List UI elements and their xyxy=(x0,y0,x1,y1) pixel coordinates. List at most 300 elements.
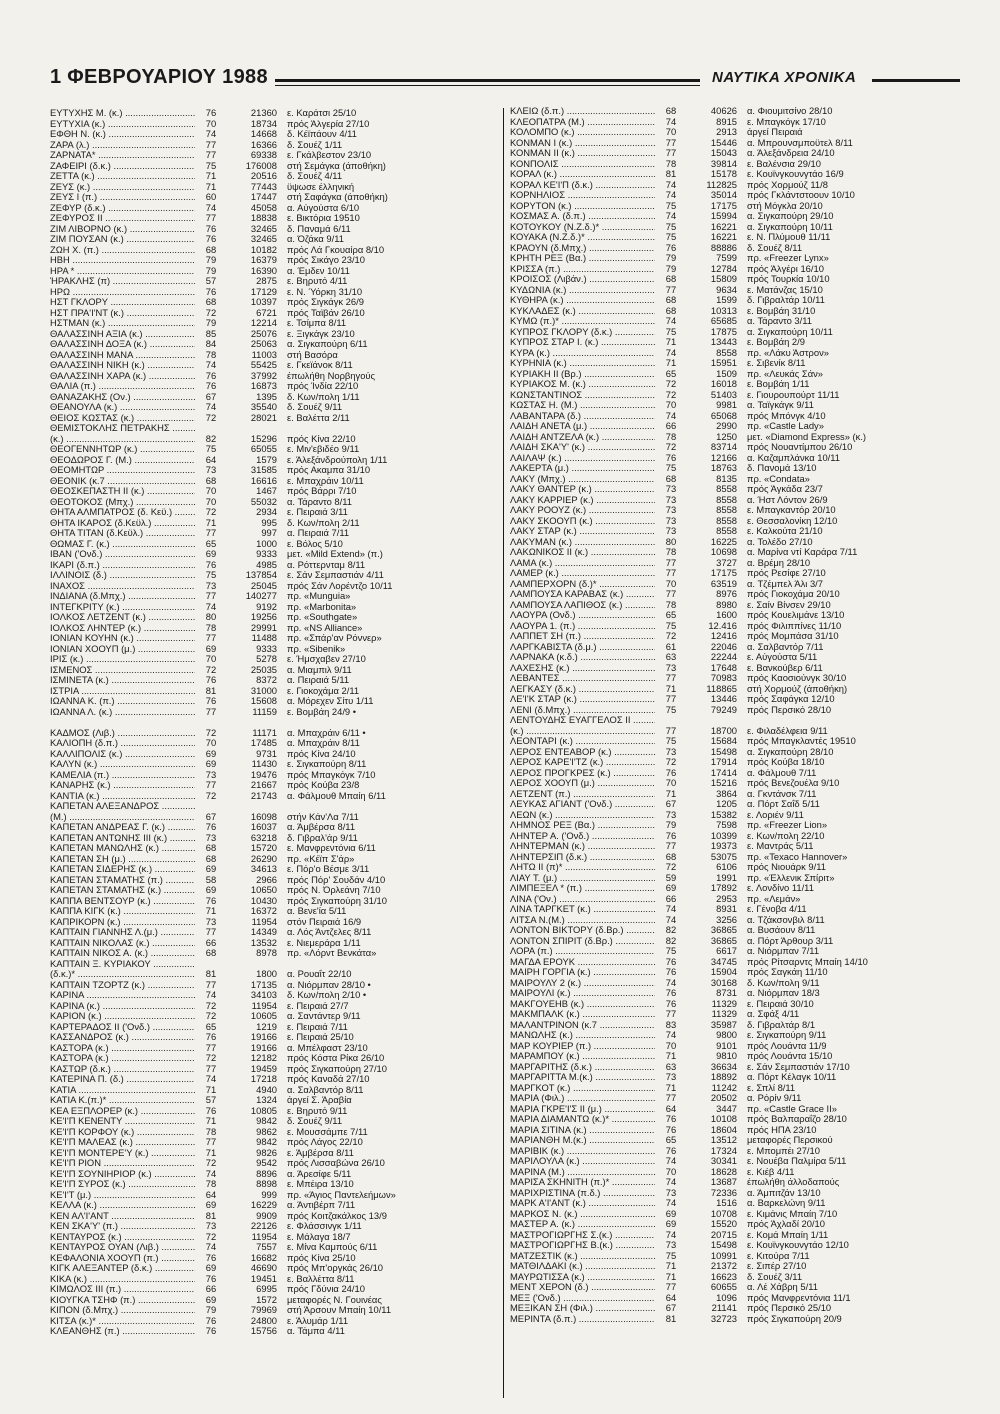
build-year: 68 xyxy=(205,296,217,307)
build-year: 73 xyxy=(205,464,217,475)
ship-row xyxy=(50,581,505,592)
position-note: δ. Σουέζ 8/11 xyxy=(747,242,803,253)
ship-name: ΚΑΠΤΑΙΝ ΝΙΚΟΛΑΣ (κ.) ..... xyxy=(50,938,195,949)
build-year: 75 xyxy=(665,220,677,232)
build-year: 68 xyxy=(665,850,677,862)
ship-name: ΜΑΡΙΑ (Φιλ.) ..... xyxy=(510,1093,655,1104)
position-note: στή Χορμούζ (άποθήκη) xyxy=(747,683,848,694)
ship-name: ΚΑΝΑΡΗΣ (κ.) ..... xyxy=(50,780,195,791)
position-note: πρός Τουρκία 10/10 xyxy=(747,274,830,284)
position-note: έπωλήθη άλλοδαπούς xyxy=(747,1177,840,1187)
ship-name: ΛΑΜΠΟΥΣΑ ΚΑΡΑΒΑΣ (κ.) ..... xyxy=(510,589,655,600)
build-year: 61 xyxy=(665,640,677,652)
header-rule-thin xyxy=(275,85,700,86)
ship-name: ΛΗΝΤΕΡΜΑΝ (κ.) ..... xyxy=(510,841,655,852)
tonnage: 15216 xyxy=(710,777,737,788)
tonnage: 118865 xyxy=(706,682,737,694)
ship-row xyxy=(50,1242,505,1253)
build-year: 70 xyxy=(665,577,677,589)
position-note: δ. Κων/πολη 1/11 xyxy=(287,391,360,402)
ship-name: ΜΑΥΡΩΤΙΣΣΑ (κ.) ..... xyxy=(510,1272,655,1283)
tonnage: 36865 xyxy=(710,924,737,935)
build-year: 72 xyxy=(205,1052,217,1063)
tonnage: 7557 xyxy=(256,1241,277,1252)
position-note: πρ. «Texaco Hannover» xyxy=(747,851,848,862)
build-year: 77 xyxy=(665,147,677,158)
ship-row xyxy=(50,686,505,697)
ship-row xyxy=(50,1169,505,1180)
build-year: 68 xyxy=(665,304,677,316)
ship-name: ΚΕΛΛΑ (κ.) ..... xyxy=(50,1200,195,1211)
ship-name: ΛΑΒΑΝΤΑΡΑ (δ.) ..... xyxy=(510,411,655,422)
tonnage: 10399 xyxy=(710,829,737,841)
ship-row xyxy=(50,161,505,172)
tonnage: 65685 xyxy=(710,315,737,326)
ship-name: ΘΕΜΙΣΤΟΚΛΗΣ ΠΕΤΡΑΚΗΣ ..... xyxy=(50,423,195,434)
ship-row xyxy=(510,600,965,611)
build-year: 74 xyxy=(665,1155,677,1166)
build-year: 77 xyxy=(205,779,217,790)
position-note: α. Τζάκσονβιλ 8/11 xyxy=(747,914,825,925)
ship-name: ΘΕΟΜΗΤΩΡ ..... xyxy=(50,465,195,476)
ship-row xyxy=(50,339,505,350)
position-note: πρός Μομπάσα 31/10 xyxy=(747,631,839,641)
ship-row xyxy=(50,612,505,623)
tonnage: 9333 xyxy=(256,548,277,559)
position-note: στή Σαφάγκα (άποθήκη) xyxy=(287,192,388,202)
ship-row xyxy=(50,1326,505,1337)
tonnage: 79249 xyxy=(710,703,737,715)
ship-row xyxy=(510,915,965,926)
tonnage: 1096 xyxy=(716,1291,737,1303)
position-note: πρός Κόστα Ρίκα 26/10 xyxy=(287,1053,385,1063)
tonnage: 8896 xyxy=(256,1167,277,1179)
tonnage: 25063 xyxy=(250,338,277,349)
ship-name: ΛΟΝΤΟΝ ΒΙΚΤΟΡΥ (δ.Βρ.) ..... xyxy=(510,925,655,936)
ship-name: ΚΑΡΙΝΑ (κ.) ..... xyxy=(50,1001,195,1012)
ship-name: ΚΥΚΛΑΔΕΣ (κ.) ..... xyxy=(510,306,655,317)
position-note: ε. Μπαχράιν 10/11 xyxy=(287,475,364,486)
ship-name: ΜΑΡΙΑ ΣΙΤΙΝΑ (κ.) ..... xyxy=(510,1125,655,1136)
tonnage: 31585 xyxy=(250,464,277,475)
ship-name: ΛΑΙΔΗ ΑΝΕΤΑ (μ.) ..... xyxy=(510,421,655,432)
tonnage: 1991 xyxy=(716,871,737,883)
tonnage: 51403 xyxy=(710,388,737,400)
ship-name: ΛΕΝΤΟΥΔΗΣ ΕΥΑΓΓΕΛΟΣ ΙΙ ..... xyxy=(510,715,655,726)
build-year: 79 xyxy=(665,262,677,274)
tonnage: 19256 xyxy=(250,611,277,622)
ship-row xyxy=(50,308,505,319)
ship-row xyxy=(50,1305,505,1316)
position-note: πρός Σαφάγκα 12/10 xyxy=(747,694,835,704)
ship-row xyxy=(50,192,505,203)
ship-name: (κ.) ..... xyxy=(50,434,195,445)
position-note: πρ. «Freezer Lion» xyxy=(747,820,828,830)
ship-name: ΛΑΙΔΗ ΑΝΤΖΕΛΑ (κ.) ..... xyxy=(510,432,655,443)
position-note: ε. Βόλος 5/10 xyxy=(287,538,343,549)
position-note: α. Σαλβαντόρ 8/11 xyxy=(287,1084,364,1095)
ship-name: ΖΩΗ Χ. (π.) ..... xyxy=(50,245,195,256)
ship-row xyxy=(510,589,965,600)
build-year: 76 xyxy=(205,1325,217,1336)
ship-name: ΚΕ'Ι'Π ΜΑΛΕΑΣ (κ.) ..... xyxy=(50,1137,195,1148)
tonnage: 995 xyxy=(261,516,277,528)
ship-name: ΚΕ'Ι'Π ΡΙΟΝ ..... xyxy=(50,1158,195,1169)
position-note: πρός Λουάντα 11/9 xyxy=(747,1040,827,1051)
position-note: πρός Ρίτσαρντς Μπαίη 14/10 xyxy=(747,956,868,967)
tonnage: 18734 xyxy=(250,117,277,129)
position-note: πρός Ίνδία 22/10 xyxy=(287,381,359,391)
position-note: πρ. «Marbonita» xyxy=(287,601,357,612)
tonnage: 11954 xyxy=(251,915,277,927)
ship-name: ΜΕΞ ('Ονδ.) ..... xyxy=(510,1293,655,1304)
build-year: 72 xyxy=(665,630,677,641)
ship-row xyxy=(510,610,965,621)
ship-row xyxy=(510,558,965,569)
build-year: 75 xyxy=(665,325,677,337)
ship-name: ΖΕΥΣ Ι (π.) ..... xyxy=(50,192,195,203)
ship-row xyxy=(50,1053,505,1064)
tonnage: 1572 xyxy=(256,1293,277,1305)
build-year: 67 xyxy=(665,1302,677,1313)
position-note: πρ. «Sibenik» xyxy=(287,643,346,654)
ship-row xyxy=(50,759,505,770)
ship-name: ΚΑΡΙΝΑ ..... xyxy=(50,990,195,1001)
ship-row xyxy=(510,820,965,831)
position-note: ε. Καράτσι 25/10 xyxy=(287,108,357,118)
ship-row xyxy=(50,938,505,949)
ship-row xyxy=(510,379,965,390)
position-note: ε. Μαντράς 5/11 xyxy=(747,841,814,851)
ship-row xyxy=(510,1156,965,1167)
tonnage: 34745 xyxy=(710,955,737,967)
ship-name: ΚΟΝΜΑΝ ΙΙ (κ.) ..... xyxy=(510,148,655,159)
ship-name: ΚΑΠΕΤΑΝ ΣΗ (μ.) ..... xyxy=(50,854,195,865)
position-note: πρός Καναδά 27/10 xyxy=(287,1074,370,1084)
build-year: 72 xyxy=(205,663,217,675)
ship-row xyxy=(50,1284,505,1295)
build-year: 69 xyxy=(205,642,217,654)
ship-row xyxy=(510,547,965,558)
build-year: 76 xyxy=(665,955,677,967)
build-year: 64 xyxy=(665,1102,677,1114)
position-note: δ. Γιβραλτάρ 10/11 xyxy=(747,295,825,305)
tonnage: 15951 xyxy=(710,357,737,368)
ship-name: ΜΑΣΤΡΟΓΙΩΡΓΗΣ Β.(κ.) ..... xyxy=(510,1240,655,1251)
position-note: α. Μιαμπιλ 9/11 xyxy=(287,664,352,675)
tonnage: 2934 xyxy=(256,506,277,517)
ship-row xyxy=(50,959,505,970)
build-year: 77 xyxy=(665,1008,677,1019)
build-year: 72 xyxy=(665,378,677,389)
build-year: 69 xyxy=(665,1207,677,1219)
ship-name: ΜΑΡΙΧΡΙΣΤΙΝΑ (π.δ.) ..... xyxy=(510,1188,655,1199)
position-note: πρός Νουαντίμπου 26/10 xyxy=(747,442,853,452)
ship-row xyxy=(510,1219,965,1230)
tonnage: 15608 xyxy=(250,695,277,706)
tonnage: 1000 xyxy=(256,537,277,549)
build-year: 82 xyxy=(665,934,677,946)
ship-name: ΛΑΚΩΝΙΚΟΣ ΙΙ (κ.) ..... xyxy=(510,547,655,558)
position-note: ε. Βηρυτό 4/11 xyxy=(287,276,348,286)
ship-name: ΛΑΟΥΡΑ 1. (π.) ..... xyxy=(510,621,655,632)
position-note: α. Άμβέρσα 8/11 xyxy=(287,822,356,832)
ship-name: ΙΟΝΙΑΝ ΧΟΟΥΠ (μ.) ..... xyxy=(50,644,195,655)
position-note: πρ. «Λόρντ Βενκάτα» xyxy=(287,948,377,958)
tonnage: 35540 xyxy=(250,401,277,412)
ship-name: ΛΑΚΥ ΡΟΟΥΖ (κ.) ..... xyxy=(510,505,655,516)
position-note: α. Μαρίνα ντί Καράρα 7/11 xyxy=(747,547,858,557)
ship-row xyxy=(50,1190,505,1201)
tonnage: 13687 xyxy=(710,1176,737,1187)
position-note: ε. Κουϊνγκουνγτάο 12/10 xyxy=(747,1240,849,1250)
build-year: 69 xyxy=(205,884,217,895)
build-year: 69 xyxy=(665,882,677,893)
tonnage: 79969 xyxy=(250,1304,277,1315)
ship-row xyxy=(510,369,965,380)
position-note: α. Άρεσίφε 5/11 xyxy=(287,1168,352,1179)
build-year: 71 xyxy=(205,1146,217,1158)
build-year: 63 xyxy=(665,651,677,662)
build-year: 77 xyxy=(205,149,217,160)
position-note: πρός Άχλαδί 20/10 xyxy=(747,1219,825,1229)
ship-row xyxy=(50,969,505,980)
tonnage: 60655 xyxy=(710,1281,737,1292)
ship-name: ΜΑΣΤΕΡ Α. (κ.) ..... xyxy=(510,1219,655,1230)
tonnage: 1467 xyxy=(256,485,277,496)
tonnage: 1509 xyxy=(716,367,737,379)
ship-row xyxy=(50,1179,505,1190)
ship-name: ΛΑΜΠΟΥΣΑ ΛΑΠΙΘΟΣ (κ.) ..... xyxy=(510,600,655,611)
ship-name: ΜΑΡΙΑΝΘΗ Μ.(κ.) ..... xyxy=(510,1135,655,1146)
position-note: πρ. «Κέϊπ Σ'άρ» xyxy=(287,853,355,864)
position-note: α. Φιουμιτσίνο 28/10 xyxy=(747,106,833,116)
ship-row xyxy=(50,1095,505,1106)
tonnage: 10430 xyxy=(250,894,277,906)
ship-row xyxy=(510,726,965,737)
ship-name: ΚΑΠΕΤΑΝ ΣΤΑΜΑΤΗΣ (κ.) ..... xyxy=(50,885,195,896)
build-year: 76 xyxy=(205,821,217,832)
tonnage: 8976 xyxy=(716,588,737,599)
ship-row xyxy=(510,568,965,579)
tonnage: 9800 xyxy=(716,1029,737,1040)
ship-name: ΜΑΝΩΛΗΣ (κ.) ..... xyxy=(510,1030,655,1041)
ship-row xyxy=(510,106,965,117)
ship-name: ΛΕΩΝ (κ.) ..... xyxy=(510,810,655,821)
ship-row xyxy=(510,988,965,999)
build-year: 77 xyxy=(665,136,677,148)
tonnage: 55032 xyxy=(250,495,277,507)
tonnage: 10650 xyxy=(250,884,277,895)
ship-name: ΚΕΝΤΑΥΡΟΣ (κ.) ..... xyxy=(50,1232,195,1243)
tonnage: 35987 xyxy=(710,1018,737,1030)
build-year: 73 xyxy=(665,808,677,820)
build-year: 71 xyxy=(665,682,677,694)
tonnage: 28021 xyxy=(250,411,277,423)
tonnage: 65068 xyxy=(710,409,737,421)
build-year: 77 xyxy=(665,283,677,295)
position-note: α. Τάραντο 3/11 xyxy=(747,316,812,326)
tonnage: 9842 xyxy=(256,1115,277,1126)
tonnage: 8978 xyxy=(256,947,277,958)
position-note: πρός Λάγος 22/10 xyxy=(287,1137,363,1147)
ship-name: ΜΕΡΙΝΤΑ (δ.π.) ..... xyxy=(510,1314,655,1325)
position-note: πρός Κούβα 18/10 xyxy=(747,757,825,767)
position-note: ε. Κιέβ 4/11 xyxy=(747,1166,795,1177)
ship-row xyxy=(510,201,965,212)
ship-row xyxy=(510,1083,965,1094)
tonnage: 17447 xyxy=(250,191,277,202)
position-note: ε. Σιγκαπούρη 8/11 xyxy=(287,759,367,769)
tonnage: 16390 xyxy=(250,264,277,276)
build-year: 73 xyxy=(665,483,677,494)
tonnage: 34613 xyxy=(250,863,277,874)
build-year: 74 xyxy=(665,903,677,914)
build-year: 68 xyxy=(205,474,217,486)
position-note: πρός Μπ'οργκάς 26/10 xyxy=(287,1263,384,1273)
build-year: 75 xyxy=(665,1249,677,1261)
build-year: 72 xyxy=(205,999,217,1011)
ship-name: ΘΕΟΣΚΕΠΑΣΤΗ ΙΙ (κ.) ..... xyxy=(50,486,195,497)
position-note: πρός ΗΠΑ 23/10 xyxy=(747,1124,817,1135)
ship-name: ΚΕ'Ι'Π ΣΥΡΟΣ (κ.) ..... xyxy=(50,1179,195,1190)
build-year: 71 xyxy=(665,1081,677,1093)
position-note: α. Τζέμπελ Άλι 3/7 xyxy=(747,578,823,589)
ship-row xyxy=(50,560,505,571)
ship-row xyxy=(50,1032,505,1043)
position-note: δ. Σουέζ 9/11 xyxy=(287,1116,343,1126)
tonnage: 24800 xyxy=(250,1314,277,1326)
ship-name: ΚΙΜΩΛΟΣ ΙΙΙ (π.) ..... xyxy=(50,1284,195,1295)
ship-name: ΘΕΑΝΟΥΛΑ (κ.) ..... xyxy=(50,402,195,413)
position-note: α. Πειραιά 7/11 xyxy=(287,528,350,538)
position-note: στήν Κάν'Λα 7/11 xyxy=(287,811,359,822)
build-year: 70 xyxy=(665,399,677,410)
ship-row xyxy=(50,1043,505,1054)
ship-row xyxy=(510,1177,965,1188)
tonnage: 6617 xyxy=(716,945,737,956)
position-note: α. Μπαχράιν 8/11 xyxy=(287,738,360,748)
build-year: 73 xyxy=(665,1186,677,1198)
tonnage: 7598 xyxy=(716,819,737,830)
build-year: 60 xyxy=(205,191,217,202)
build-year: 74 xyxy=(665,315,677,326)
build-year: 77 xyxy=(665,1092,677,1103)
position-note: α. Νιόρμπαν 28/10 • xyxy=(287,979,371,990)
build-year: 66 xyxy=(665,420,677,431)
tonnage: 16372 xyxy=(250,905,277,916)
ship-name: ΛΑΙΛΑΨ (κ.) ..... xyxy=(510,453,655,464)
tonnage: 17648 xyxy=(710,661,737,673)
ship-name: ΕΥΤΥΧΗΣ Μ. (κ.) ..... xyxy=(50,108,195,119)
ship-row xyxy=(50,917,505,928)
position-note: ε. Ήμσχαβεν 27/10 xyxy=(287,654,366,664)
position-note: μεταφορές Περσικού xyxy=(747,1135,833,1145)
ship-name: ΜΑΡΙΒΙΚ (κ.) ..... xyxy=(510,1146,655,1157)
build-year: 80 xyxy=(665,535,677,547)
ship-row xyxy=(510,978,965,989)
ship-name: ΙΟΛΚΟΣ ΛΕΤΖΕΝΤ (κ.) ..... xyxy=(50,612,195,623)
build-year: 71 xyxy=(665,1050,677,1061)
tonnage: 16221 xyxy=(710,220,737,232)
build-year: 75 xyxy=(665,619,677,631)
ship-name: ΗΣΤΜΑΝ (κ.) ..... xyxy=(50,318,195,329)
ship-name: ΚΑΡΙΟΝ (κ.) ..... xyxy=(50,1011,195,1022)
tonnage: 13446 xyxy=(710,693,737,704)
build-year: 66 xyxy=(205,936,217,948)
ship-name: ΛΑΚΥ ΘΑΝΤΕΡ (κ.) ..... xyxy=(510,484,655,495)
ship-name: ΜΑΤΘΙΛΔΑΚΙ (κ.) ..... xyxy=(510,1261,655,1272)
position-note: α. Πόρτ Σαΐδ 5/11 xyxy=(747,799,820,809)
tonnage: 3447 xyxy=(716,1102,737,1114)
position-note: ε. Μίνα Καμπούς 6/11 xyxy=(287,1242,378,1252)
ship-name: ΚΡΗΤΗ ΡΕΞ (Βα.) ..... xyxy=(510,253,655,264)
position-note: πρός Μπαγκόγκ 7/10 xyxy=(287,769,376,780)
build-year: 68 xyxy=(665,105,677,116)
ship-name: ΚΟΡΑΛ (κ.) ..... xyxy=(510,169,655,180)
ship-row xyxy=(510,999,965,1010)
ship-name: ΜΑΡΓΚΟΤ (κ.) ..... xyxy=(510,1083,655,1094)
ship-name: ΚΑΠΕΤΑΝ ΜΑΝΩΛΗΣ (κ.) ..... xyxy=(50,843,195,854)
tonnage: 9542 xyxy=(256,1157,277,1168)
position-note: α. Ρόρίν 9/11 xyxy=(747,1093,802,1103)
position-note: ε. Μπαγκαντόρ 20/10 xyxy=(747,505,836,515)
build-year: 70 xyxy=(665,777,677,788)
tonnage: 29991 xyxy=(250,621,277,633)
ship-name: ΛΕΡΟΣ ΧΟΟΥΠ (μ.) ..... xyxy=(510,778,655,789)
ship-row xyxy=(510,642,965,653)
build-year: 74 xyxy=(665,1197,677,1208)
position-note: δ. Γιβραλτάρ 8/1 xyxy=(747,1019,816,1030)
tonnage: 21372 xyxy=(710,1260,737,1271)
build-year: 73 xyxy=(665,745,677,757)
position-note: έπωλήθη Νορβηγούς xyxy=(287,370,376,381)
tonnage: 11954 xyxy=(251,1230,277,1242)
tonnage: 15498 xyxy=(710,1239,737,1250)
ship-row xyxy=(510,432,965,443)
tonnage: 9192 xyxy=(256,600,277,612)
build-year: 76 xyxy=(665,766,677,778)
position-note: ε. Γιουρουπούρτ 11/11 xyxy=(747,389,840,400)
tonnage: 5278 xyxy=(256,653,277,664)
tonnage: 8558 xyxy=(716,514,737,526)
ship-name: ΚΑΜΕΛΙΑ (π.) ..... xyxy=(50,770,195,781)
build-year: 70 xyxy=(665,1039,677,1051)
build-year: 77 xyxy=(205,1136,217,1147)
ship-row xyxy=(510,316,965,327)
position-note: ε. Πειραιά 7/11 xyxy=(287,1021,348,1032)
ship-row xyxy=(50,738,505,749)
ship-name: ΜΑΓΔΑ ΕΡΟΥΚ ..... xyxy=(510,957,655,968)
position-note: πρός Λισσαβώνα 26/10 xyxy=(287,1158,385,1168)
build-year: 73 xyxy=(665,1239,677,1250)
build-year: 79 xyxy=(205,254,217,265)
ship-row xyxy=(50,1137,505,1148)
position-note: πρός Κίνα 24/10 xyxy=(287,748,356,759)
ship-row xyxy=(50,1232,505,1243)
position-note: πρός Φιλιππίνες 11/10 xyxy=(747,620,842,631)
build-year: 76 xyxy=(665,1144,677,1156)
build-year: 72 xyxy=(205,1230,217,1242)
position-note: στόν Πειραιά 16/9 xyxy=(287,916,362,927)
ship-row xyxy=(50,864,505,875)
position-note: α. Άλεξάνδρεια 24/10 xyxy=(747,148,835,158)
position-note: ε. Βαλέττα 2/11 xyxy=(287,412,350,423)
position-note: α. Νιόρμπαν 7/11 xyxy=(747,946,820,956)
build-year: 76 xyxy=(665,829,677,841)
ship-row xyxy=(510,243,965,254)
position-note: δ. Πανομά 13/10 xyxy=(747,463,817,473)
